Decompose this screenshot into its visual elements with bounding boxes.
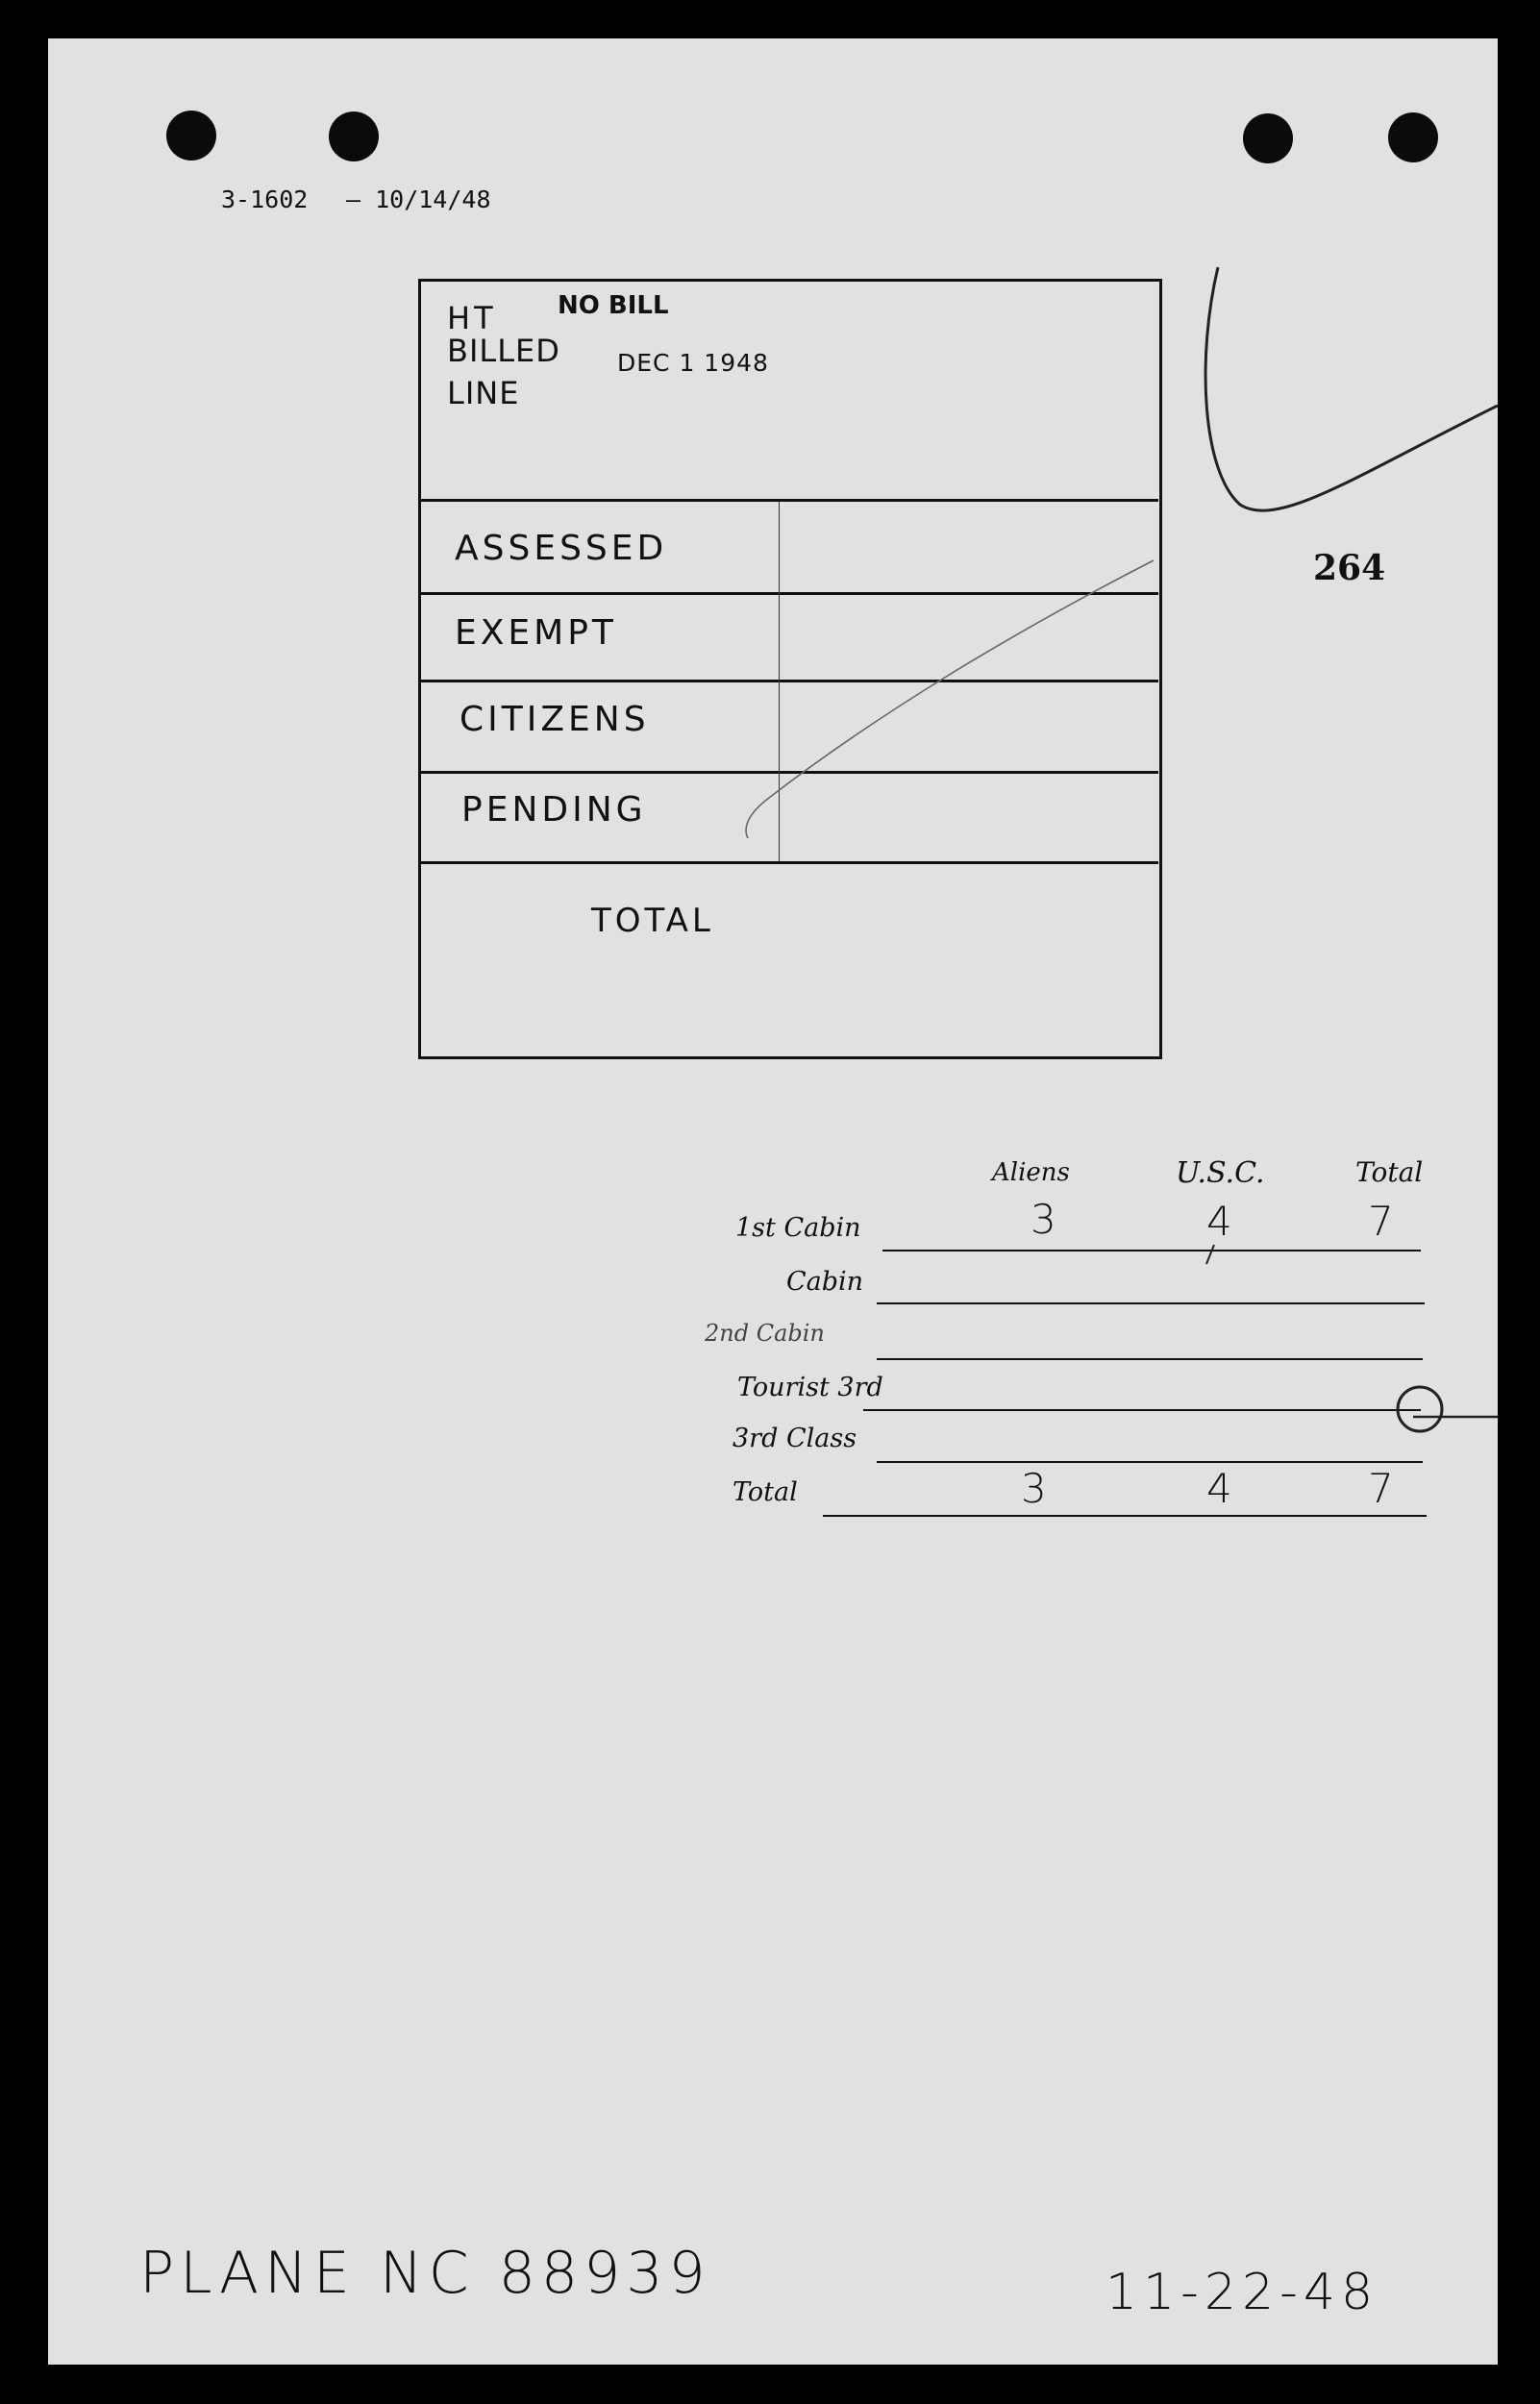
tick-mark bbox=[1206, 1245, 1214, 1264]
stamp-date: DEC 1 1948 bbox=[617, 349, 769, 377]
box-line-billed: BILLED bbox=[447, 333, 560, 369]
row-total-total: 7 bbox=[1368, 1465, 1394, 1512]
category-exempt: EXEMPT bbox=[455, 613, 617, 653]
stamp-no-bill: NO BILL bbox=[558, 291, 669, 320]
row-label-tourist-3rd: Tourist 3rd bbox=[737, 1373, 883, 1402]
row-label-3rd-class: 3rd Class bbox=[733, 1424, 857, 1453]
footer-date: 11-22-48 bbox=[1105, 2264, 1379, 2321]
category-citizens: CITIZENS bbox=[460, 700, 650, 739]
row-1st-cabin-total: 7 bbox=[1368, 1198, 1394, 1245]
category-assessed: ASSESSED bbox=[455, 529, 668, 568]
document-sheet bbox=[48, 38, 1498, 2365]
row-label-cabin: Cabin bbox=[786, 1267, 864, 1297]
row-label-total: Total bbox=[733, 1477, 798, 1507]
page-number: 264 bbox=[1313, 548, 1386, 588]
row-label-1st-cabin: 1st Cabin bbox=[735, 1213, 861, 1243]
total-label: TOTAL bbox=[591, 902, 714, 940]
row-1st-cabin-aliens: 3 bbox=[1031, 1196, 1056, 1243]
file-number: 3-1602 bbox=[221, 186, 309, 213]
row-label-2nd-cabin: 2nd Cabin bbox=[705, 1320, 825, 1347]
tally-header-aliens: Aliens bbox=[992, 1158, 1070, 1187]
box-line-ht: HT bbox=[447, 300, 497, 336]
pencil-marks bbox=[48, 38, 1498, 2365]
tally-header-usc: U.S.C. bbox=[1176, 1156, 1265, 1190]
header-date: — 10/14/48 bbox=[346, 186, 491, 213]
row-total-aliens: 3 bbox=[1021, 1465, 1047, 1512]
circled-mark bbox=[1398, 1387, 1442, 1431]
pencil-strike-line bbox=[746, 560, 1154, 838]
tally-header-total: Total bbox=[1355, 1156, 1424, 1188]
row-1st-cabin-usc: 4 bbox=[1206, 1198, 1232, 1245]
check-mark-curve bbox=[1205, 267, 1498, 510]
category-pending: PENDING bbox=[461, 790, 647, 830]
row-total-usc: 4 bbox=[1206, 1465, 1232, 1512]
box-line-line: LINE bbox=[447, 375, 520, 411]
plane-id: PLANE NC 88939 bbox=[139, 2240, 711, 2307]
